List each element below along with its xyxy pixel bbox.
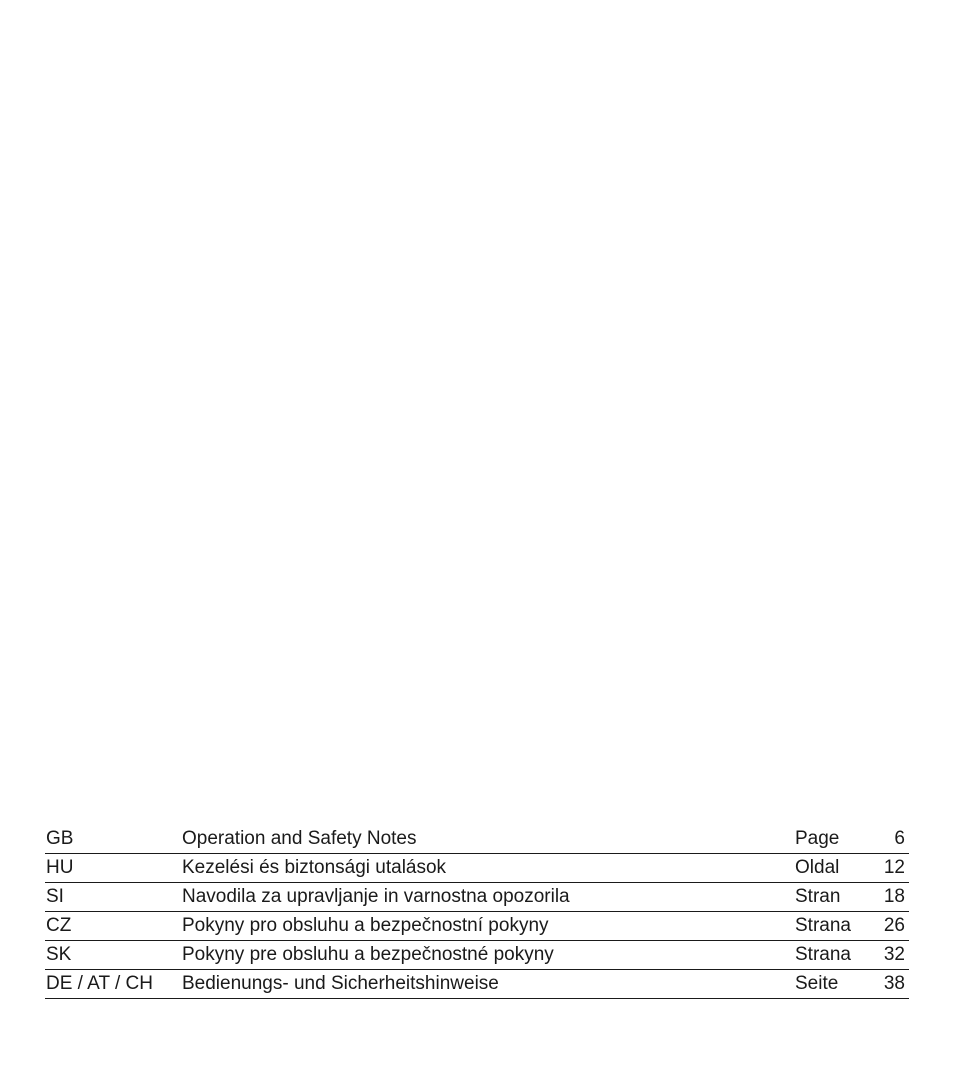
toc-page-number: 18 (883, 886, 905, 907)
toc-title: Navodila za upravljanje in varnostna opozorila (182, 886, 570, 907)
toc-language-code: SI (46, 886, 64, 907)
toc-page-label: Page (795, 828, 840, 849)
toc-row-cz (45, 912, 909, 941)
toc-page-label: Strana (795, 944, 851, 965)
toc-page-number: 12 (883, 857, 905, 878)
toc-page-number: 26 (883, 915, 905, 936)
toc-title: Pokyny pro obsluhu a bezpečnostní pokyny (182, 915, 549, 936)
toc-page-number: 6 (894, 828, 905, 849)
toc-page-label: Seite (795, 973, 839, 994)
toc-row-hu (45, 854, 909, 883)
toc-title: Kezelési és biztonsági utalások (182, 857, 447, 878)
toc-title: Pokyny pre obsluhu a bezpečnostné pokyny (182, 944, 554, 965)
toc-page-label: Stran (795, 886, 841, 907)
toc-row-sk (45, 941, 909, 970)
toc-language-code: GB (46, 828, 74, 849)
toc-title: Bedienungs- und Sicherheitshinweise (182, 973, 499, 994)
toc-language-code: SK (46, 944, 72, 965)
toc-page-number: 38 (883, 973, 905, 994)
toc-page-label: Oldal (795, 857, 840, 878)
toc-row-gb (45, 825, 909, 854)
toc-title: Operation and Safety Notes (182, 828, 417, 849)
toc-language-code: DE / AT / CH (46, 973, 153, 994)
toc-language-code: HU (46, 857, 74, 878)
toc-row-si (45, 883, 909, 912)
toc-page-number: 32 (883, 944, 905, 965)
table-of-contents (45, 825, 909, 999)
toc-row-de-at-ch (45, 970, 909, 999)
toc-language-code: CZ (46, 915, 72, 936)
toc-page-label: Strana (795, 915, 851, 936)
